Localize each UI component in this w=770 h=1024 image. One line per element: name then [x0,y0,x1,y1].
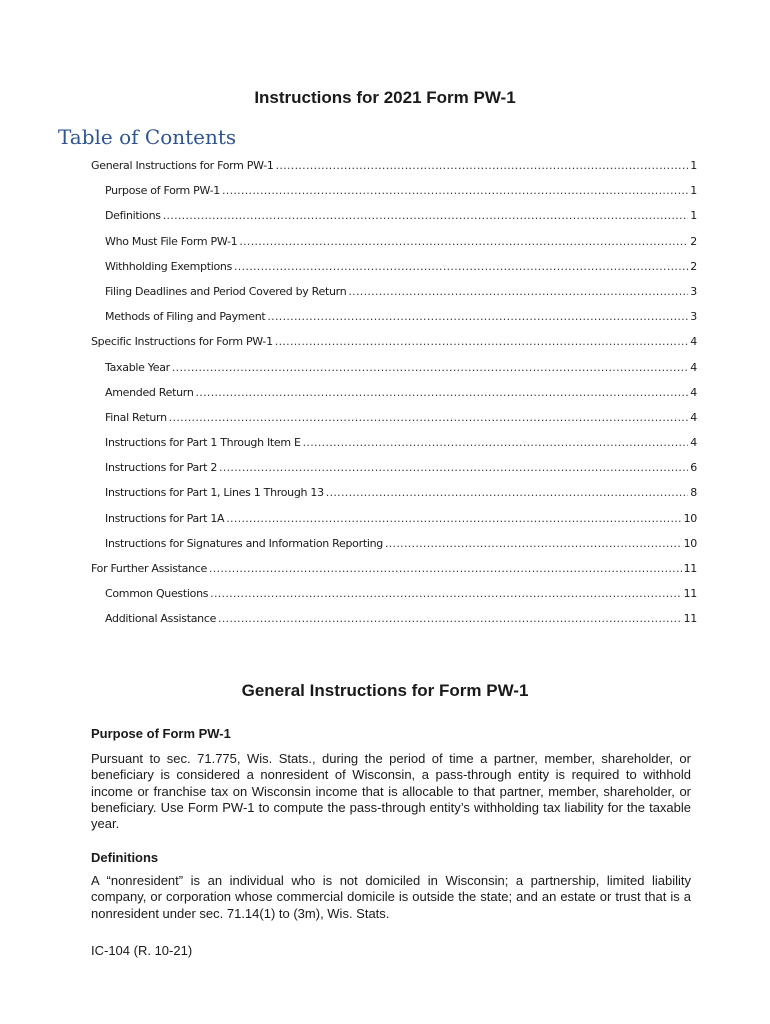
toc-entry[interactable] [91,411,697,436]
toc-dot-leader [218,612,682,625]
toc-entry-title: Common Questions [105,587,209,601]
toc-dot-leader [234,260,688,273]
toc-entry-title: Specific Instructions for Form PW-1 [91,335,273,349]
toc-dot-leader [275,335,689,348]
toc-entry[interactable] [91,537,697,562]
toc-entry-title: Taxable Year [105,360,170,374]
toc-dot-leader [163,209,689,222]
toc-entry[interactable] [91,310,697,335]
toc-entry-title: Filing Deadlines and Period Covered by Return [105,284,347,298]
toc-entry-page: 4 [690,335,697,349]
toc-entry-title: Additional Assistance [105,612,217,626]
toc-entry-page: 2 [690,234,697,248]
toc-dot-leader [210,587,681,600]
toc-entry[interactable] [91,587,697,612]
toc-entry-page: 1 [690,209,697,223]
toc-entry[interactable] [91,159,697,184]
toc-entry[interactable] [91,612,697,637]
document-title: Instructions for 2021 Form PW-1 [254,88,516,107]
toc-entry-title: Withholding Exemptions [105,259,233,273]
toc-entry-page: 11 [683,562,697,575]
toc-entry[interactable] [91,209,697,234]
toc-entry[interactable] [91,235,697,260]
table-of-contents [91,159,697,638]
toc-entry-title: For Further Assistance [91,562,207,575]
toc-entry-title: Methods of Filing and Payment [105,310,266,324]
form-revision-footer: IC-104 (R. 10-21) [91,943,193,958]
toc-entry[interactable] [91,486,697,511]
definitions-paragraph: A “nonresident” is an individual who is not domiciled in Wisconsin; a partnership, limited liability company, or corporation whose commercial domicile is outside the state; and an estate or trust that is a nonresident under sec. 71.14(1) to (3m), Wis. Stats. [91,873,691,921]
toc-entry-page: 11 [683,612,697,626]
toc-dot-leader [385,537,682,550]
toc-dot-leader [267,310,688,323]
toc-entry[interactable] [91,386,697,411]
toc-entry-title: Instructions for Part 1, Lines 1 Through 13 [105,486,324,500]
toc-entry-page: 11 [683,587,697,601]
toc-dot-leader [209,562,682,575]
section-title: General Instructions for Form PW-1 [241,681,529,700]
toc-entry-page: 8 [690,486,697,500]
toc-dot-leader [326,486,689,499]
toc-entry-page: 1 [690,159,697,172]
toc-entry[interactable] [91,512,697,537]
purpose-paragraph: Pursuant to sec. 71.775, Wis. Stats., during the period of time a partner, member, shareholder, or beneficiary is considered a nonresident of Wisconsin, a pass-through entity is required to withhold income or franchise tax on Wisconsin income that is allocable to that partner, member, shareholder, or beneficiary. Use Form PW-1 to compute the pass-through entity’s withholding tax liability for the taxable year. [91,751,691,832]
toc-dot-leader [276,159,689,172]
toc-entry-title: Final Return [105,410,167,424]
toc-entry-title: Who Must File Form PW-1 [105,234,238,248]
toc-entry-page: 3 [690,284,697,298]
toc-dot-leader [172,361,688,374]
toc-entry-title: Instructions for Part 1 Through Item E [105,436,301,450]
toc-entry-title: Amended Return [105,385,194,399]
toc-entry-page: 6 [690,461,697,475]
toc-entry[interactable] [91,361,697,386]
toc-entry[interactable] [91,260,697,285]
toc-entry-title: Instructions for Signatures and Information Reporting [105,536,383,550]
toc-entry-title: Instructions for Part 1A [105,511,225,525]
toc-dot-leader [196,386,689,399]
toc-entry-page: 10 [683,511,697,525]
toc-entry[interactable] [91,436,697,461]
toc-entry-page: 4 [690,360,697,374]
toc-dot-leader [226,512,681,525]
toc-entry[interactable] [91,461,697,486]
toc-entry-page: 10 [683,536,697,550]
toc-heading: Table of Contents [58,125,237,149]
toc-entry-title: Instructions for Part 2 [105,461,218,475]
toc-dot-leader [348,285,688,298]
toc-dot-leader [239,235,688,248]
toc-entry-page: 4 [690,385,697,399]
toc-entry[interactable] [91,562,697,587]
toc-entry-page: 3 [690,310,697,324]
toc-entry-page: 4 [690,410,697,424]
toc-entry-page: 2 [690,259,697,273]
toc-entry-title: Definitions [105,209,161,223]
toc-entry[interactable] [91,184,697,209]
definitions-heading: Definitions [91,850,159,865]
toc-dot-leader [219,461,688,474]
toc-entry-page: 4 [690,436,697,450]
toc-dot-leader [303,436,689,449]
purpose-heading: Purpose of Form PW-1 [91,726,231,741]
toc-dot-leader [222,184,688,197]
toc-entry[interactable] [91,335,697,360]
toc-entry[interactable] [91,285,697,310]
toc-entry-title: Purpose of Form PW-1 [105,184,220,198]
toc-entry-page: 1 [690,184,697,198]
toc-dot-leader [169,411,689,424]
toc-entry-title: General Instructions for Form PW-1 [91,159,274,172]
